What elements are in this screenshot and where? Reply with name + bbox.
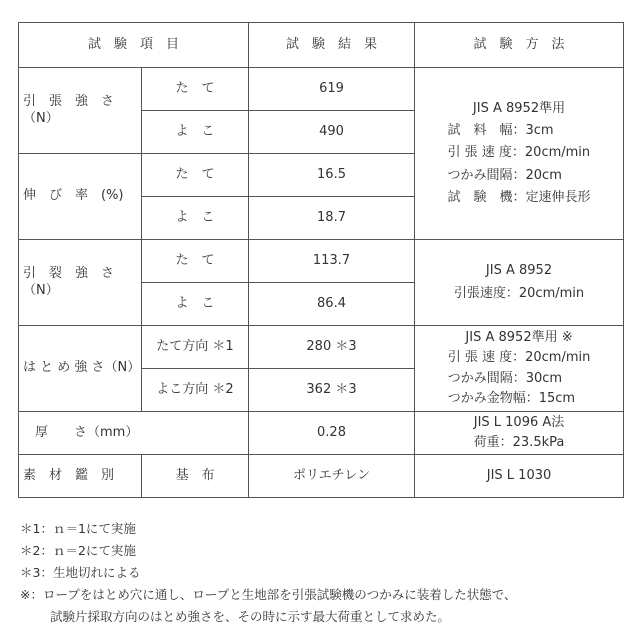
thickness-label: 厚 さ（mm）: [19, 412, 249, 455]
header-test-method: 試 験 方 法: [415, 23, 624, 68]
elongation-dir-warp: た て: [142, 154, 249, 197]
elongation-label: 伸 び 率 (%): [19, 154, 142, 240]
method-line: つかみ間隔：20cm: [447, 167, 562, 183]
table-row: [19, 326, 624, 369]
table-row: [19, 412, 624, 455]
tensile-value-warp: 619: [249, 68, 415, 111]
method-line: 引 張 速 度：20cm/min: [447, 145, 591, 161]
elongation-value-warp: 16.5: [249, 154, 415, 197]
thickness-method: [415, 412, 624, 455]
tear-dir-warp: た て: [142, 240, 249, 283]
method-line: つかみ金物幅：15cm: [447, 390, 576, 406]
footnote: 試験片採取方向のはとめ強さを、その時に示す最大荷重として求めた。: [50, 609, 451, 624]
material-method: JIS L 1030: [415, 455, 624, 498]
tear-value-warp: 113.7: [249, 240, 415, 283]
table-row: [19, 68, 624, 111]
tear-method: [415, 240, 624, 326]
test-results-table: [18, 22, 624, 498]
method-line: つかみ間隔：30cm: [447, 370, 563, 386]
footnotes: [20, 518, 516, 628]
grommet-dir-weft: よこ方向 ＊2: [142, 369, 249, 412]
method-line: 引 張 速 度：20cm/min: [447, 350, 591, 366]
method-line: 試 験 機：定速伸長形: [447, 189, 591, 205]
grommet-dir-warp: たて方向 ＊1: [142, 326, 249, 369]
tensile-label: 引 張 強 さ（N）: [19, 68, 142, 154]
method-line: JIS A 8952: [485, 263, 553, 279]
footnote: ※：ロープをはとめ穴に通し、ロープと生地部を引張試験機のつかみに装着した状態で、: [20, 587, 517, 602]
tensile-dir-weft: よ こ: [142, 111, 249, 154]
table-row: [19, 455, 624, 498]
header-test-item: 試 験 項 目: [19, 23, 249, 68]
material-label: 素 材 鑑 別: [19, 455, 142, 498]
tear-value-weft: 86.4: [249, 283, 415, 326]
grommet-value-warp: 280 ＊3: [249, 326, 415, 369]
method-line: 荷重：23.5kPa: [473, 435, 565, 450]
tear-dir-weft: よ こ: [142, 283, 249, 326]
grommet-label: は と め 強 さ（N）: [19, 326, 142, 412]
elongation-value-weft: 18.7: [249, 197, 415, 240]
header-test-result: 試 験 結 果: [249, 23, 415, 68]
tensile-dir-warp: た て: [142, 68, 249, 111]
material-value: ポリエチレン: [249, 455, 415, 498]
footnote: ＊2：ｎ＝2にて実施: [20, 543, 136, 558]
method-line: 引張速度：20cm/min: [453, 285, 585, 301]
tensile-value-weft: 490: [249, 111, 415, 154]
tensile-method: [415, 68, 624, 240]
footnote: ＊1：ｎ＝1にて実施: [20, 521, 136, 536]
elongation-dir-weft: よ こ: [142, 197, 249, 240]
material-sub: 基 布: [142, 455, 249, 498]
table-header-row: [19, 23, 624, 68]
grommet-method: [415, 326, 624, 412]
grommet-value-weft: 362 ＊3: [249, 369, 415, 412]
tear-label: 引 裂 強 さ（N）: [19, 240, 142, 326]
method-line: JIS L 1096 A法: [473, 414, 565, 430]
table-row: [19, 240, 624, 283]
thickness-value: 0.28: [249, 412, 415, 455]
method-line: JIS A 8952準用: [472, 101, 566, 117]
method-line: JIS A 8952準用 ※: [465, 330, 573, 346]
method-line: 試 料 幅：3cm: [447, 123, 554, 139]
footnote: ＊3：生地切れによる: [20, 565, 141, 580]
